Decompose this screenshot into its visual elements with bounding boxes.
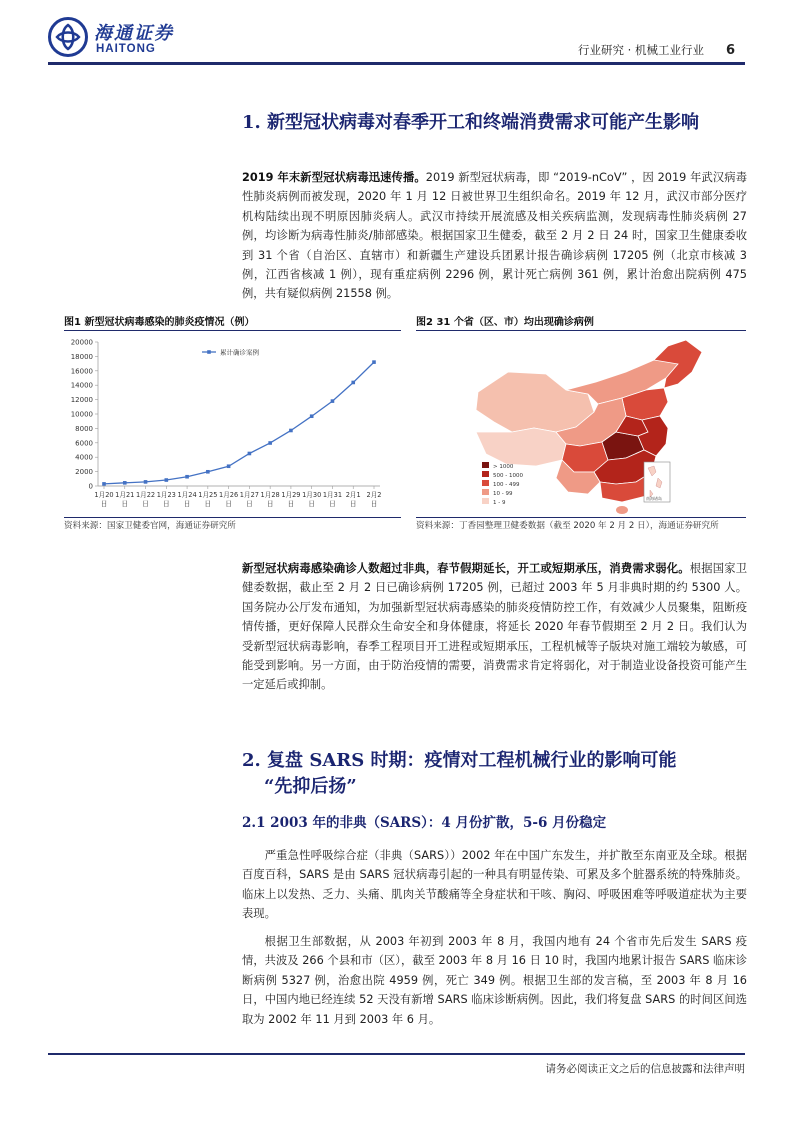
data-point-3 — [165, 478, 169, 482]
header-divider — [48, 62, 745, 65]
figure2-map — [416, 332, 746, 517]
data-point-10 — [310, 414, 314, 418]
x-tick-label-5: 1月25 日 — [198, 491, 218, 508]
company-logo — [48, 17, 188, 61]
section1-para2 — [242, 559, 747, 695]
series-line-0 — [104, 362, 374, 484]
legend-label-5: 1 - 9 — [493, 500, 506, 506]
data-point-7 — [248, 452, 252, 456]
y-tick-label-10: 20000 — [70, 338, 93, 347]
footer-disclaimer: 请务必阅读正文之后的信息披露和法律声明 — [545, 1063, 745, 1075]
data-point-13 — [372, 360, 376, 364]
x-tick-label-4: 1月24 日 — [177, 491, 197, 508]
section2-para2: 根据卫生部数据，从 2003 年初到 2003 年 8 月，我国内地有 24 个省市先后发生 SARS 疫情，共波及 266 个县和市（区），截至 2003 年 8 月 16 日 10 时，我国内地累计报告 SARS 临床诊断病例 5327 例，治愈出院 4959 例，死亡 349 例。根据卫生部的发言稿，至 2003 年 8 月 16 日，中国内地已经连续 52 天没有新增 SARS 临床诊断病例。因此，我们将复盘 SARS 的时间区间选取为 2002 年 11 月到 2003 年 6 月。 — [242, 935, 747, 1026]
figure1-source: 资料来源：国家卫健委官网，海通证券研究所 — [64, 521, 236, 531]
map-inset — [644, 462, 670, 502]
section1-para1 — [242, 168, 747, 304]
section1-para2-body: 根据国家卫健委数据，截止至 2 月 2 日已确诊病例 17205 例，已超过 2003 年 5 月非典时期的约 5300 人。国务院办公厅发布通知，为加强新型冠状病毒感染的肺炎疫情防控工作，有效减少人员聚集，阻断疫情传播，更好保障人民群众生命安全和身体健康，将延长 2020 年春节假期至 2 月 2 日。我们认为受新型冠状病毒影响，春季工程项目开工进程或短期承压，工程机械等子版块对施工端较为敏感，可能受到影响。另一方面，由于防治疫情的需要，消费需求肯定将弱化，对于制造业设备投资可能产生一定延后或抑制。 — [242, 562, 747, 692]
footer-divider — [48, 1053, 745, 1055]
header-section — [578, 42, 735, 58]
data-point-12 — [351, 381, 355, 385]
legend-swatch-5 — [482, 498, 489, 504]
data-point-8 — [268, 441, 272, 445]
map-region-tibet — [476, 428, 566, 466]
legend-label-2: 500 - 1000 — [493, 473, 523, 479]
x-tick-label-13: 2月2 日 — [366, 491, 382, 508]
x-tick-label-7: 1月27 日 — [239, 491, 259, 508]
y-tick-label-4: 8000 — [75, 424, 93, 433]
x-tick-label-2: 1月22 日 — [135, 491, 156, 508]
map-region-northwest — [476, 372, 594, 432]
x-tick-label-11: 1月31 日 — [322, 491, 343, 508]
logo-cn-text: 海通证券 — [94, 23, 174, 44]
y-tick-label-7: 14000 — [70, 381, 93, 390]
section1-para1-body: 2019 新型冠状病毒，即 “2019-nCoV” ，因 2019 年武汉病毒性肺炎病例而被发现，2020 年 1 月 12 日被世界卫生组织命名。2019 年 12 月，武汉市部分医疗机构陆续出现不明原因肺炎病人。武汉市持续开展流感及相关疾病监测，发现病毒性肺炎病例 27 例，均诊断为病毒性肺炎/肺部感染。根据国家卫生健委，截至 2 月 2 日 24 时，国家卫生健康委收到 31 个省（自治区、直辖市）和新疆生产建设兵团累计报告确诊病例 17205 例（北京市核减 3 例，江西省核减 1 例），现有重症病例 2296 例，累计死亡病例 361 例，累计治愈出院病例 475 例，共有疑似病例 21558 例。 — [242, 171, 747, 301]
data-point-1 — [123, 481, 127, 485]
legend-label-4: 10 - 99 — [493, 491, 513, 497]
section1-title: 1. 新型冠状病毒对春季开工和终端消费需求可能产生影响 — [242, 112, 700, 133]
data-point-4 — [185, 475, 189, 479]
legend-swatch-3 — [482, 480, 489, 486]
section2-title — [242, 748, 747, 800]
figure1-bottom-rule — [64, 517, 401, 518]
x-tick-label-12: 2月1 日 — [345, 491, 361, 508]
legend-label-1: > 1000 — [493, 464, 514, 470]
data-point-9 — [289, 429, 293, 433]
section2-subtitle: 2.1 2003 年的非典（SARS）：4 月份扩散，5-6 月份稳定 — [242, 815, 607, 831]
figure2-bottom-rule — [416, 517, 746, 518]
section1-para2-lead: 新型冠状病毒感染确诊人数超过非典，春节假期延长，开工或短期承压，消费需求弱化。 — [242, 562, 690, 575]
y-tick-label-6: 12000 — [70, 396, 93, 405]
x-tick-label-9: 1月29 日 — [281, 491, 301, 508]
legend-swatch-1 — [482, 462, 489, 468]
logo-emblem-icon — [48, 17, 88, 57]
logo-en-text: HAITONG — [96, 43, 156, 55]
x-tick-label-8: 1月28 日 — [260, 491, 280, 508]
map-region-hainan — [616, 506, 628, 514]
y-tick-label-8: 16000 — [70, 367, 93, 376]
x-tick-label-10: 1月30 日 — [302, 491, 322, 508]
y-tick-label-3: 6000 — [75, 439, 93, 448]
x-tick-label-1: 1月21 日 — [115, 491, 135, 508]
data-point-11 — [331, 399, 335, 403]
figure1-caption: 图1 新型冠状病毒感染的肺炎疫情况（例） — [64, 317, 255, 328]
legend-label-3: 100 - 499 — [493, 482, 520, 488]
legend-swatch-2 — [482, 471, 489, 477]
inset-label: 南海诸岛 — [646, 496, 662, 501]
page-number: 6 — [725, 43, 735, 58]
header-section-label: 行业研究 · 机械工业行业 — [577, 43, 704, 57]
section2-title-line1: 2. 复盘 SARS 时期：疫情对工程机械行业的影响可能 — [242, 750, 677, 771]
legend-swatch-4 — [482, 489, 489, 495]
y-tick-label-0: 0 — [88, 482, 93, 491]
section2-para1: 严重急性呼吸综合症（非典（SARS））2002 年在中国广东发生，并扩散至东南亚及全球。根据百度百科，SARS 是由 SARS 冠状病毒引起的一种具有明显传染、可累及多个脏器系统的特殊肺炎。临床上以发热、乏力、头痛、肌肉关节酸痛等全身症状和干咳、胸闷、呼吸困难等呼吸道症状为主要表现。 — [242, 849, 747, 921]
figure1-top-rule — [64, 330, 401, 331]
data-point-6 — [227, 464, 231, 468]
legend-marker — [207, 350, 211, 354]
x-tick-label-6: 1月26 日 — [219, 491, 239, 508]
y-tick-label-9: 18000 — [70, 352, 93, 361]
figure1-chart — [62, 332, 402, 512]
data-point-0 — [102, 482, 106, 486]
y-tick-label-2: 4000 — [75, 453, 93, 462]
figure2-caption: 图2 31 个省（区、市）均出现确诊病例 — [416, 317, 594, 328]
data-point-5 — [206, 470, 210, 474]
legend-label: 累计确诊案例 — [220, 348, 259, 357]
data-point-2 — [144, 480, 148, 484]
section2-title-line2: “先抑后扬” — [264, 776, 357, 797]
figure2-top-rule — [416, 330, 746, 331]
x-tick-label-0: 1月20 日 — [94, 491, 114, 508]
y-tick-label-1: 2000 — [75, 468, 93, 477]
x-tick-label-3: 1月23 日 — [156, 491, 176, 508]
y-tick-label-5: 10000 — [70, 410, 93, 419]
figure2-source: 资料来源：丁香园整理卫健委数据（截至 2020 年 2 月 2 日），海通证券研究所 — [416, 521, 719, 531]
section1-para1-lead: 2019 年末新型冠状病毒迅速传播。 — [242, 171, 426, 184]
map-legend — [482, 462, 523, 506]
